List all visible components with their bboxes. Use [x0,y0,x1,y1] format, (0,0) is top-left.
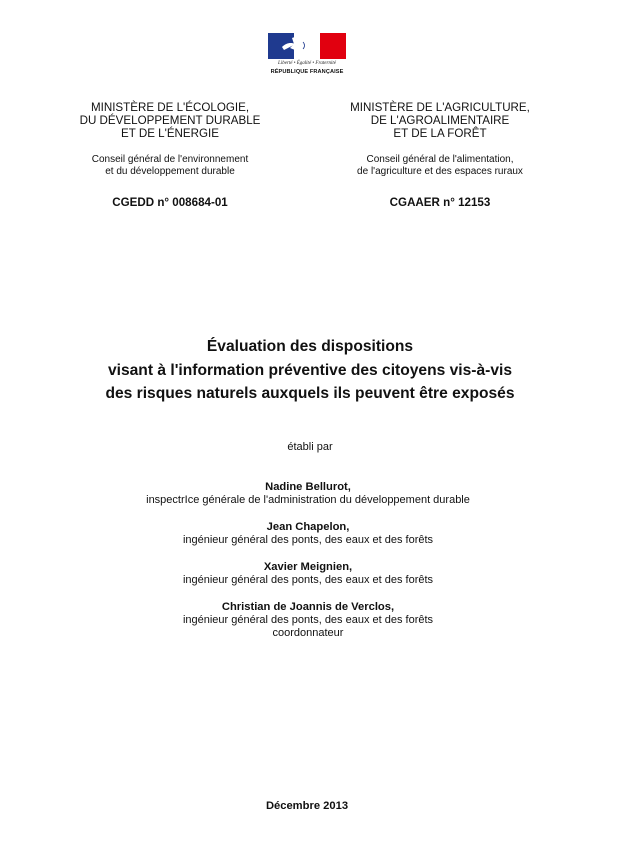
author-extra-role: coordonnateur [272,627,344,639]
author-entry [0,480,616,507]
ministry-line: DE L'AGROALIMENTAIRE [370,114,510,127]
author-role: inspectrIce générale de l'administration du développement durable [146,494,470,506]
ministry-line: MINISTÈRE DE L'AGRICULTURE, [350,101,530,114]
author-role: ingénieur général des ponts, des eaux et des forêts [182,574,434,586]
ministry-line: MINISTÈRE DE L'ÉCOLOGIE, [90,101,250,114]
council-line: Conseil général de l'alimentation, [366,154,514,165]
logo-motto: Liberté • Égalité • Fraternité [278,61,336,66]
author-entry [0,560,616,587]
right-ministry-block [325,101,555,209]
ministry-line: ET DE L'ÉNERGIE [121,127,219,140]
council-cgedd [55,154,285,178]
author-role: ingénieur général des ponts, des eaux et des forêts [182,534,434,546]
title-line: Évaluation des dispositions [206,338,414,355]
author-name: Christian de Joannis de Verclos, [221,601,395,613]
council-cgaaer [325,154,555,178]
title-line: visant à l'information préventive des citoyens vis-à-vis [107,361,513,379]
established-by: établi par [287,441,333,453]
ref-cgedd: CGEDD n° 008684-01 [112,196,228,209]
marianne-flag-icon [268,33,346,59]
authors-list [0,480,616,653]
ministry-line: ET DE LA FORÊT [393,127,487,140]
left-ministry-block [55,101,285,209]
author-role: ingénieur général des ponts, des eaux et des forêts [182,614,434,626]
flag-red-band [320,33,346,59]
author-name: Nadine Bellurot, [265,481,351,493]
author-entry [0,600,616,640]
report-title [0,335,620,406]
title-line: des risques naturels auxquels ils peuvent être exposés [105,385,515,402]
author-entry [0,520,616,547]
logo-republique-francaise: RÉPUBLIQUE FRANÇAISE [270,69,344,75]
council-line: et du développement durable [105,166,235,177]
ref-cgaaer: CGAAER n° 12153 [389,196,491,209]
ministry-agriculture [325,101,555,140]
ministry-line: DU DÉVELOPPEMENT DURABLE [79,114,261,127]
ministry-ecologie [55,101,285,140]
author-name: Jean Chapelon, [266,521,350,533]
report-date: Décembre 2013 [265,800,349,812]
council-line: Conseil général de l'environnement [91,154,249,165]
author-name: Xavier Meignien, [263,561,353,573]
republique-francaise-logo [268,33,346,81]
council-line: de l'agriculture et des espaces ruraux [357,166,523,177]
